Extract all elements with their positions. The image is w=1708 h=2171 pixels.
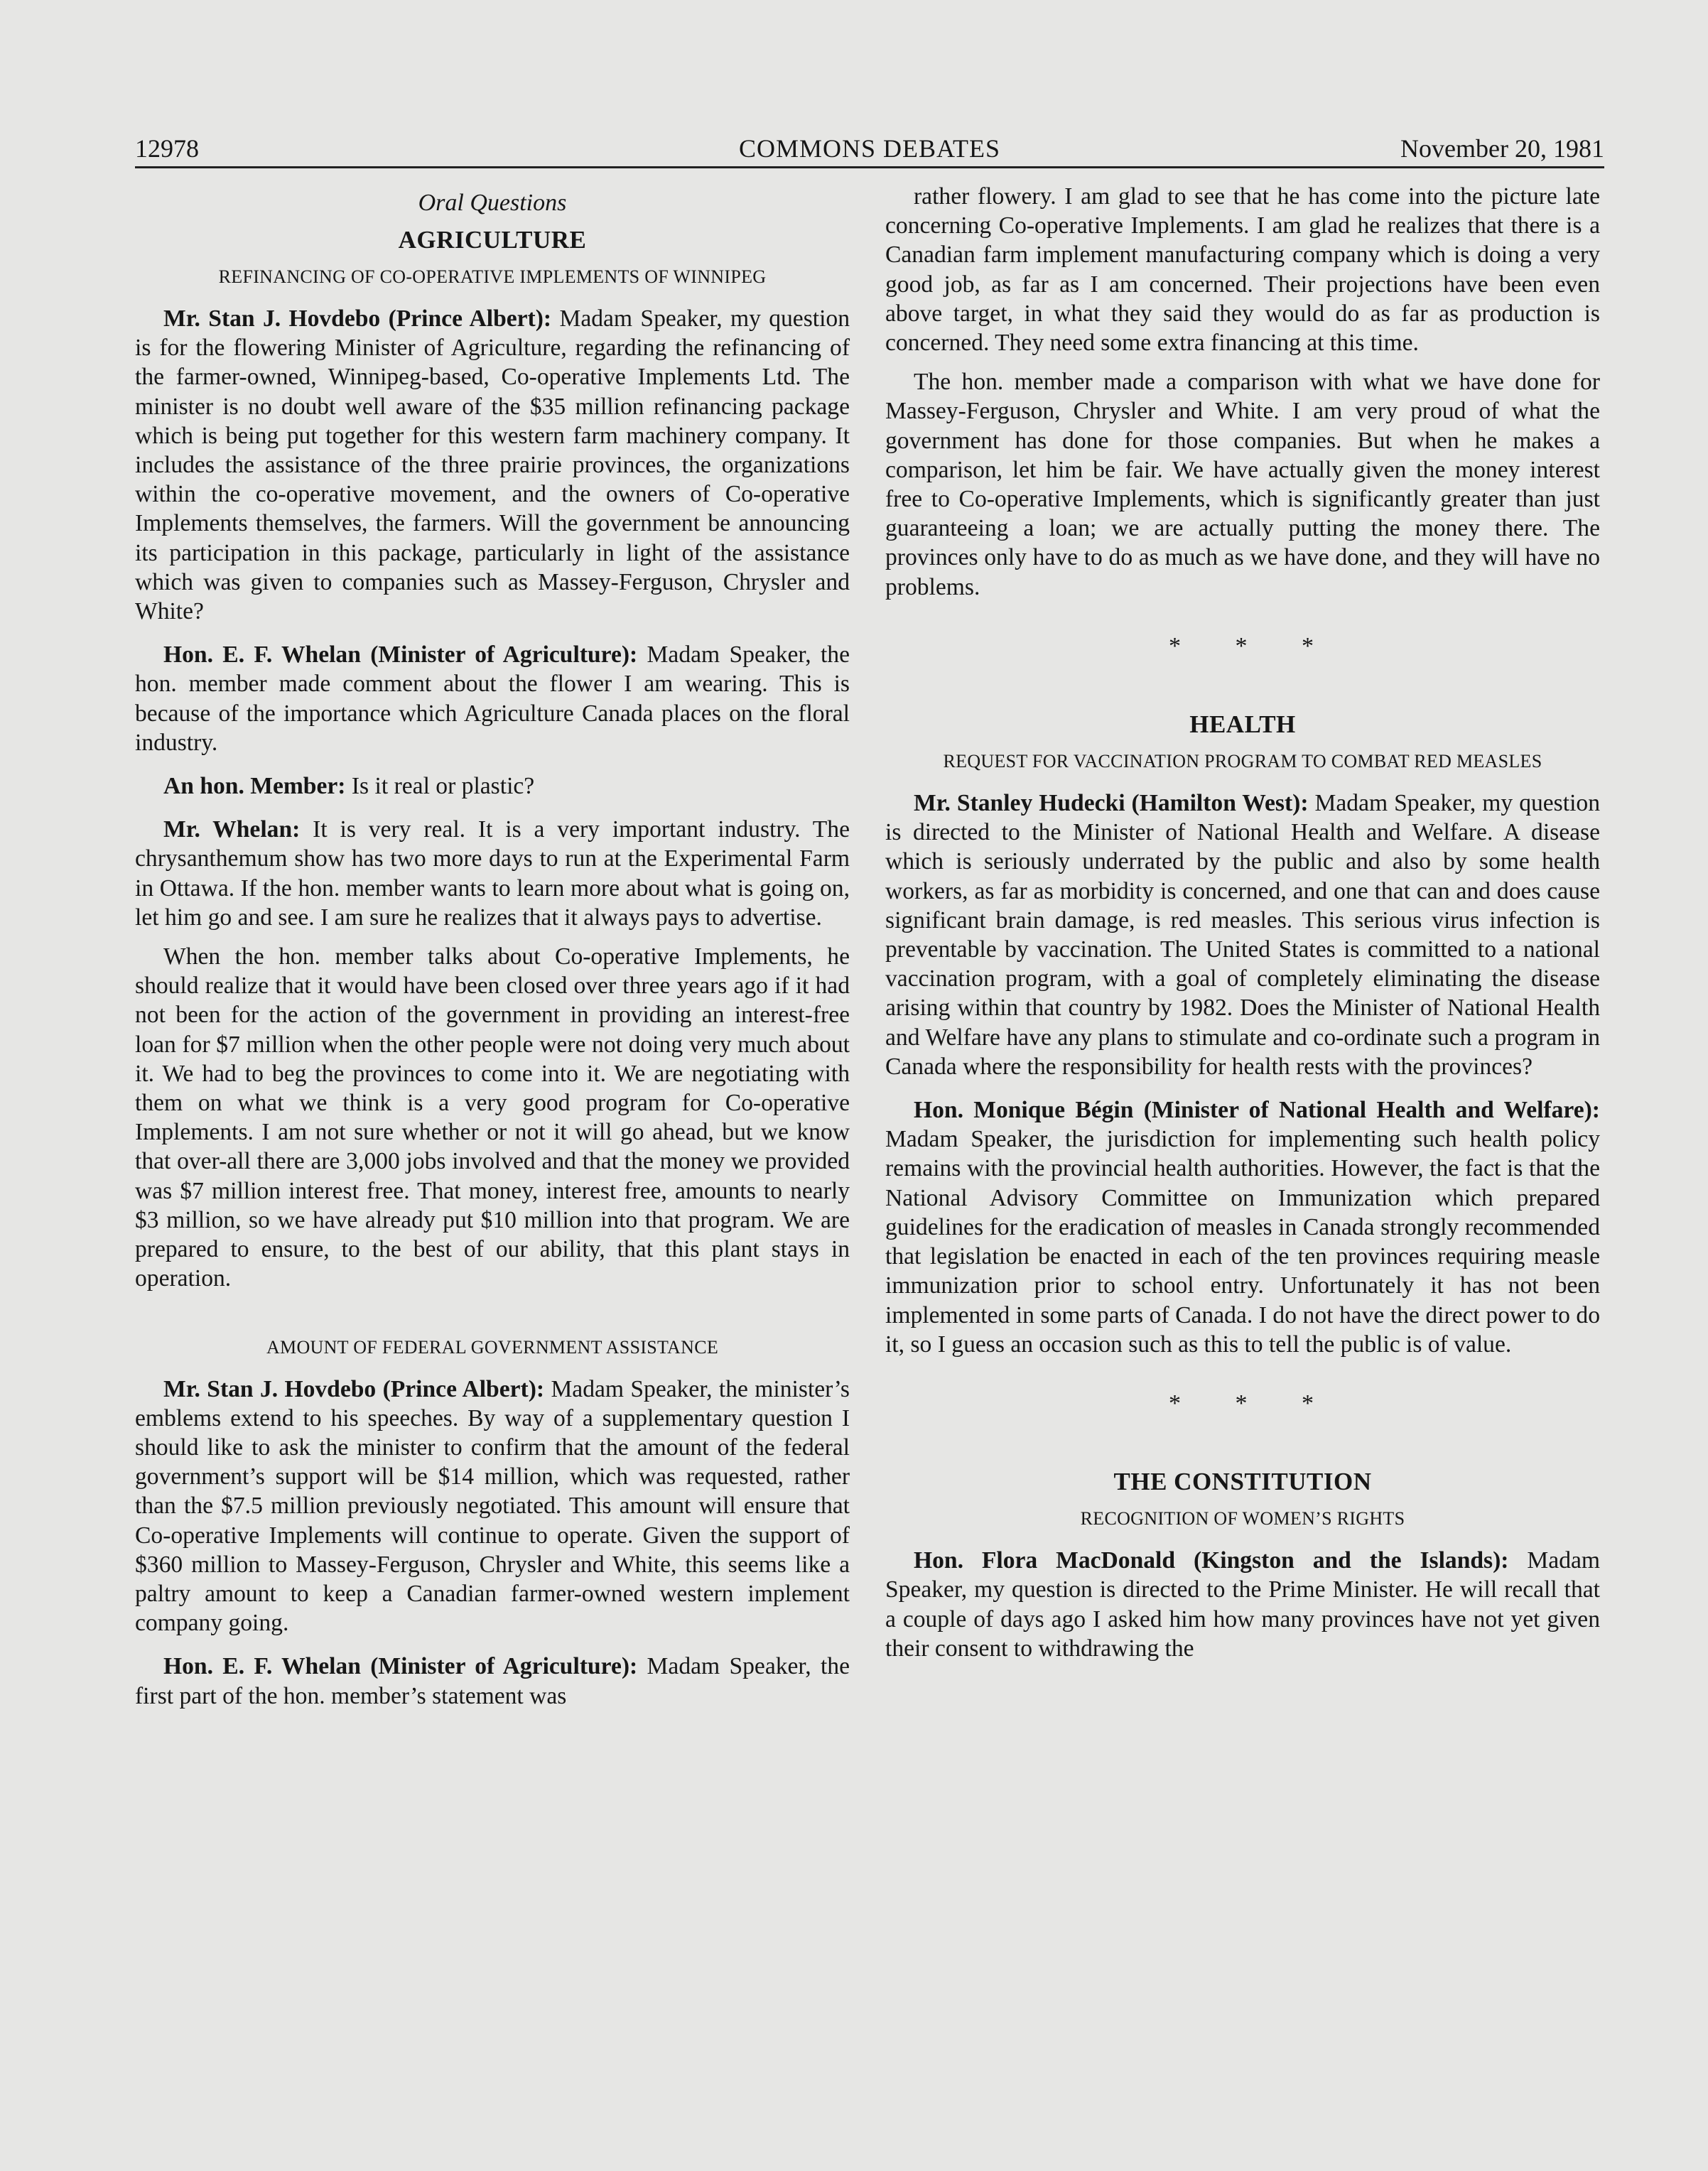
speech-hovdebo-2 <box>135 1375 850 1638</box>
speech-text: It is very real. It is a very important industry. The chrysanthemum show has two more days to run at the Experimental Farm in Ottawa. If the hon. member wants to learn more about what is going on, let him go and see. I am sure he realizes that it always pays to advertise. <box>135 816 850 931</box>
speech-hovdebo-1 <box>135 304 850 626</box>
publication-title: COMMONS DEBATES <box>738 134 1001 163</box>
right-column <box>885 182 1600 1673</box>
topic-heading-health: HEALTH <box>1189 710 1296 739</box>
speaker-name: Hon. E. F. Whelan (Minister of Agriculture): <box>163 641 638 668</box>
speaker-name: Mr. Stan J. Hovdebo (Prince Albert): <box>163 305 552 332</box>
speaker-name: Hon. Monique Bégin (Minister of National Health and Welfare): <box>914 1097 1600 1124</box>
left-column <box>135 182 850 1721</box>
speech-text: Is it real or plastic? <box>345 773 535 800</box>
subheading-federal-assistance: AMOUNT OF FEDERAL GOVERNMENT ASSISTANCE <box>266 1336 719 1358</box>
speech-text: Madam Speaker, the hon. member made comment about the flower I am wearing. This is because of the importance which Agriculture Canada places on the floral industry. <box>135 641 850 756</box>
speaker-name: Mr. Stanley Hudecki (Hamilton West): <box>914 790 1309 817</box>
topic-heading-agriculture: AGRICULTURE <box>398 226 587 254</box>
speech-text: Madam Speaker, the minister’s emblems extend to his speeches. By way of a supplementary question I should like to ask the minister to confirm that the amount of the federal government’s support will be $14 million, which was requested, rather than the $7.5 million previously negotiated. This amount will ensure that Co-operative Implements will continue to operate. Given the support of $360 million to Massey-Ferguson, Chrysler and White, this seems like a paltry amount to keep a Canadian farmer-owned western implement company going. <box>135 1375 850 1637</box>
speaker-name: Mr. Stan J. Hovdebo (Prince Albert): <box>163 1375 545 1402</box>
subheading-refinancing: REFINANCING OF CO-OPERATIVE IMPLEMENTS OF WINNIPEG <box>218 266 767 287</box>
speech-continuation: rather flowery. I am glad to see that he has come into the picture late concerning Co-operative Implements. I am glad he realizes that there is a Canadian farm implement manufacturing company which is doing a very good job, as far as I am concerned. Their projections have been even above target, in what they said they would do as far as production is concerned. They need some extra financing at this time. <box>885 183 1600 357</box>
speech-text: Madam Speaker, my question is for the flowering Minister of Agriculture, regarding the refinancing of the farmer-owned, Winnipeg-based, Co-operative Implements Ltd. The minister is no doubt well aware of the $35 million refinancing package which is being put together for this western farm machinery company. It includes the assistance of the three prairie provinces, the organizations within the co-operative movement, and the owners of Co-operative Implements themselves, the farmers. Will the government be announcing its participation in this package, particularly in light of the assistance which was given to companies such as Massey-Ferguson, Chrysler and White? <box>135 305 850 625</box>
speech-macdonald <box>885 1546 1600 1663</box>
speech-begin <box>885 1095 1600 1359</box>
speech-hon-member <box>135 772 850 801</box>
page-number: 12978 <box>135 134 199 163</box>
speech-hudecki <box>885 789 1600 1081</box>
page-header <box>135 131 1604 168</box>
section-label: Oral Questions <box>418 190 567 216</box>
speech-whelan-3 <box>135 1652 850 1710</box>
speech-text: Madam Speaker, my question is directed to the Minister of National Health and Welfare. A disease which is seriously underrated by the public and also by some health workers, as far as morbidity is concerned, and one that can and does cause significant brain damage, is red measles. This serious virus infection is preventable by vaccination. The United States is committed to a national vaccination program, with a goal of completely eliminating the disease arising within that country by 1982. Does the Minister of National Health and Welfare have any plans to stimulate and co-ordinate such a program in Canada where the responsibility for health rests with the provinces? <box>885 790 1600 1080</box>
speech-whelan-1 <box>135 640 850 757</box>
speech-whelan-2 <box>135 815 850 932</box>
speech-text: Madam Speaker, the first part of the hon. member’s statement was <box>135 1653 850 1709</box>
speech-continuation: When the hon. member talks about Co-operative Implements, he should realize that it would have been closed over three years ago if it had not been for the action of the government in providing an interest-free loan for $7 million when the other people were not doing very much about it. We had to beg the provinces to come into it. We are negotiating with them on what we think is a very good program for Co-operative Implements. I am not sure whether or not it will go ahead, but we know that over-all there are 3,000 jobs involved and that the money we provided was $7 million interest free. That money, interest free, amounts to nearly $3 million, so we have already put $10 million into that program. We are prepared to ensure, to the best of our ability, that this plant stays in operation. <box>135 943 850 1292</box>
speech-continuation: The hon. member made a comparison with what we have done for Massey-Ferguson, Chrysler and White. I am very proud of what the government has done for those companies. But when he makes a comparison, let him be fair. We have actually given the money interest free to Co-operative Implements, which is significantly greater than just guaranteeing a loan; we are actually putting the money there. The provinces only have to do as much as we have done, and they will have no problems. <box>885 369 1600 600</box>
speaker-name: Mr. Whelan: <box>163 816 301 843</box>
speaker-name: An hon. Member: <box>163 773 346 800</box>
publication-date: November 20, 1981 <box>1400 134 1604 163</box>
speech-text: Madam Speaker, my question is directed to the Prime Minister. He will recall that a couple of days ago I asked him how many provinces have not yet given their consent to withdrawing the <box>885 1547 1600 1662</box>
section-separator: * * * <box>1169 632 1338 659</box>
subheading-vaccination: REQUEST FOR VACCINATION PROGRAM TO COMBAT RED MEASLES <box>943 751 1542 772</box>
topic-heading-constitution: THE CONSTITUTION <box>1113 1468 1372 1496</box>
speech-text: Madam Speaker, the jurisdiction for implementing such health policy remains with the provincial health authorities. However, the fact is that the National Advisory Committee on Immunization which prepared guidelines for the eradication of measles in Canada strongly recommended that legislation be enacted in each of the ten provinces requiring measle immunization prior to school entry. Unfortunately it has not been implemented in some parts of Canada. I do not have the direct power to do it, so I guess an occasion such as this to tell the public is of value. <box>885 1126 1600 1358</box>
speaker-name: Hon. E. F. Whelan (Minister of Agriculture): <box>163 1653 638 1680</box>
section-separator: * * * <box>1169 1390 1338 1417</box>
speaker-name: Hon. Flora MacDonald (Kingston and the Islands): <box>914 1547 1509 1574</box>
subheading-womens-rights: RECOGNITION OF WOMEN’S RIGHTS <box>1080 1508 1405 1530</box>
